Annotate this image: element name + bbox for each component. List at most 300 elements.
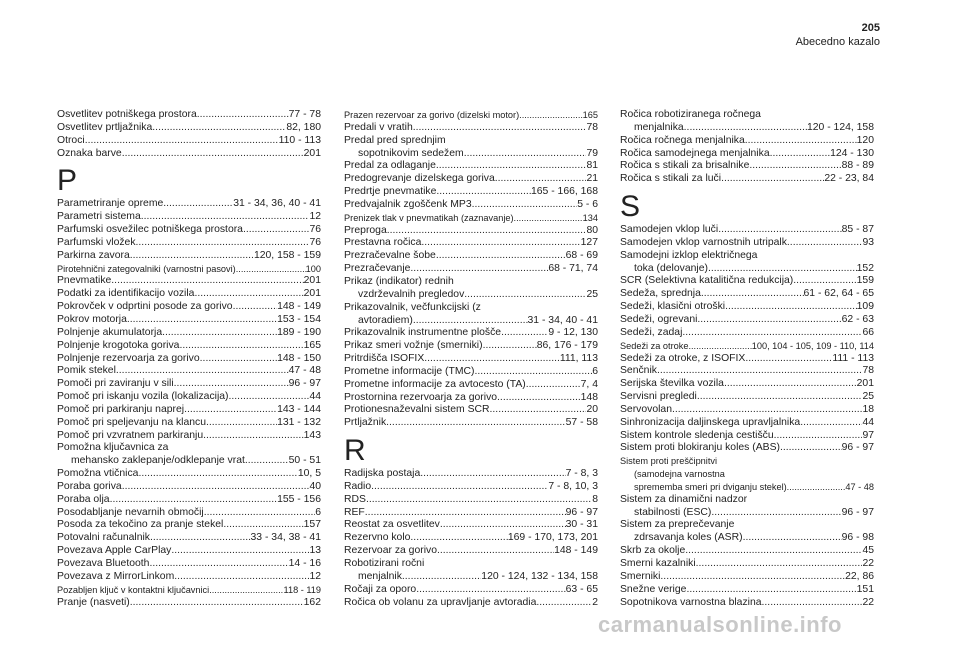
index-entry xyxy=(620,340,874,353)
section-letter: P xyxy=(57,164,78,198)
index-line xyxy=(620,391,874,404)
page-reference: 127 xyxy=(580,237,598,249)
index-entry xyxy=(344,327,598,340)
index-line xyxy=(344,122,598,135)
page-reference: 50 - 51 xyxy=(288,455,321,467)
index-line xyxy=(57,314,321,327)
index-line xyxy=(620,455,874,468)
page-reference: 47 - 48 xyxy=(288,365,321,377)
page-reference: 8 xyxy=(592,493,598,505)
index-line xyxy=(620,442,874,455)
index-entry xyxy=(57,237,321,250)
dot-leader xyxy=(194,288,303,301)
index-entry xyxy=(620,442,874,455)
index-term: Poraba olja xyxy=(57,493,110,505)
index-entry xyxy=(620,558,874,571)
page-reference: 10, 5 xyxy=(297,468,321,480)
page-reference: 165 xyxy=(582,110,598,120)
page-reference: 152 xyxy=(856,262,874,274)
page-reference: 165 xyxy=(303,339,321,351)
dot-leader xyxy=(116,365,289,378)
page-reference: 201 xyxy=(856,378,874,390)
dot-leader xyxy=(787,481,846,494)
index-entry xyxy=(57,148,321,161)
dot-leader xyxy=(526,379,581,392)
index-line xyxy=(344,532,598,545)
index-line xyxy=(57,391,321,404)
dot-leader xyxy=(660,571,845,584)
index-term: Polnjenje akumulatorja xyxy=(57,326,163,338)
dot-leader xyxy=(209,584,283,597)
index-term: Osvetlitev potniškega prostora xyxy=(57,109,197,120)
dot-leader xyxy=(149,558,288,571)
index-entry xyxy=(344,558,598,584)
index-term: Robotizirani ročni xyxy=(344,558,425,569)
dot-leader xyxy=(464,289,586,302)
page-reference: 63 - 65 xyxy=(565,583,598,595)
dot-leader xyxy=(501,327,548,340)
index-line xyxy=(344,199,598,212)
index-entry xyxy=(620,109,874,135)
index-term: Prikazovalnik instrumentne plošče xyxy=(344,327,502,339)
index-line xyxy=(344,519,598,532)
index-term: (samodejna varnostna xyxy=(634,469,725,480)
index-entry xyxy=(57,327,321,340)
index-term: Predvajalnik zgoščenk MP3 xyxy=(344,198,472,210)
index-term: Potovalni računalnik xyxy=(57,532,150,544)
index-entry xyxy=(57,404,321,417)
page-reference: 96 - 97 xyxy=(841,442,874,454)
index-entry xyxy=(57,224,321,237)
page-reference: 76 xyxy=(309,224,321,236)
index-line xyxy=(620,584,874,597)
index-entry xyxy=(344,545,598,558)
index-term: Parkirna zavora xyxy=(57,249,130,261)
index-term: Predal za odlaganje xyxy=(344,160,436,172)
index-entry xyxy=(620,224,874,237)
dot-leader xyxy=(245,455,289,468)
index-line xyxy=(344,276,598,289)
index-line xyxy=(57,571,321,584)
dot-leader xyxy=(519,109,583,122)
dot-leader xyxy=(136,237,310,250)
index-term: Pomoč pri vzvratnem parkiranju xyxy=(57,429,204,441)
index-entry xyxy=(620,494,874,520)
dot-leader xyxy=(236,263,306,276)
page-reference: 57 - 58 xyxy=(565,417,598,429)
index-line xyxy=(344,481,598,494)
page-reference: 96 - 97 xyxy=(288,378,321,390)
index-line xyxy=(344,315,598,328)
index-term: Senčnik xyxy=(620,365,657,377)
index-entry xyxy=(57,275,321,288)
index-column-2 xyxy=(344,109,598,609)
index-line xyxy=(344,494,598,507)
page-reference: 12 xyxy=(309,211,321,223)
page-reference: 96 - 97 xyxy=(565,506,598,518)
dot-leader xyxy=(686,584,856,597)
dot-leader xyxy=(672,404,862,417)
dot-leader xyxy=(204,507,316,520)
page-reference: 120 - 124, 158 xyxy=(806,121,874,133)
index-term: Povezava Bluetooth xyxy=(57,558,150,569)
dot-leader xyxy=(749,160,841,173)
index-line xyxy=(620,237,874,250)
index-entry xyxy=(344,276,598,302)
index-term: Prometne informacije za avtocesto (TA) xyxy=(344,378,526,390)
index-term: Ročica s stikali za brisalnike xyxy=(620,160,750,172)
index-line xyxy=(344,289,598,302)
index-entry xyxy=(344,225,598,238)
dot-leader xyxy=(130,250,254,263)
index-term: Parfumski vložek xyxy=(57,236,136,248)
dot-leader xyxy=(416,584,565,597)
dot-leader xyxy=(200,353,277,366)
index-line xyxy=(344,109,598,122)
index-line xyxy=(344,366,598,379)
dot-leader xyxy=(718,224,841,237)
dot-leader xyxy=(475,366,593,379)
dot-leader xyxy=(85,135,279,148)
index-line xyxy=(344,417,598,430)
index-term: Sedeži, klasični otroški xyxy=(620,301,726,313)
index-term: Servisni pregledi xyxy=(620,391,697,403)
dot-leader xyxy=(514,212,583,225)
index-line xyxy=(57,365,321,378)
index-term: Polnjenje krogotoka goriva xyxy=(57,339,180,351)
index-line xyxy=(57,558,321,571)
page-reference: 9 - 12, 130 xyxy=(548,327,598,339)
index-line xyxy=(620,224,874,237)
page-reference: 13 xyxy=(309,545,321,557)
index-entry xyxy=(57,532,321,545)
dot-leader xyxy=(696,558,863,571)
dot-leader xyxy=(464,148,587,161)
index-line xyxy=(344,173,598,186)
index-column-3 xyxy=(620,109,874,609)
page-reference: 148 - 150 xyxy=(277,352,321,364)
index-term: Pirotehnični zategovalniki (varnostni pasovi) xyxy=(57,263,236,274)
page-reference: 189 - 190 xyxy=(277,326,321,338)
section-title: Abecedno kazalo xyxy=(795,36,880,48)
index-line xyxy=(620,263,874,276)
dot-leader xyxy=(130,597,304,610)
index-entry xyxy=(344,481,598,494)
index-entry xyxy=(344,584,598,597)
index-line xyxy=(344,212,598,225)
index-entry xyxy=(57,288,321,301)
page-reference: 111, 113 xyxy=(559,353,598,365)
index-entry xyxy=(57,417,321,430)
page-reference: 80 xyxy=(586,224,598,236)
page-reference: 96 - 98 xyxy=(841,532,874,544)
page-reference: 111 - 113 xyxy=(832,352,874,364)
index-term: Samodejni izklop električnega xyxy=(620,249,758,261)
page-reference: 153 - 154 xyxy=(277,313,321,325)
index-term: Sistem za preprečevanje xyxy=(620,519,735,531)
page-reference: 155 - 156 xyxy=(277,493,321,505)
index-term: Poraba goriva xyxy=(57,480,122,492)
dot-leader xyxy=(800,417,862,430)
index-entry xyxy=(344,353,598,366)
index-entry xyxy=(344,468,598,481)
page-reference: 159 xyxy=(856,275,874,287)
dot-leader xyxy=(150,532,251,545)
dot-leader xyxy=(421,237,580,250)
dot-leader xyxy=(774,430,863,443)
index-term: Prezračevanje xyxy=(344,263,411,275)
index-term: Predali v vratih xyxy=(344,121,413,133)
index-term: Ročica ročnega menjalnika xyxy=(620,134,745,146)
dot-leader xyxy=(110,494,278,507)
index-line xyxy=(57,430,321,443)
page-reference: 143 xyxy=(303,429,321,441)
index-entry xyxy=(344,519,598,532)
page-reference: 40 xyxy=(309,480,321,492)
index-term: Pomoči pri zaviranju v sili xyxy=(57,378,174,390)
index-entry xyxy=(57,301,321,314)
dot-leader xyxy=(424,353,560,366)
index-entry xyxy=(57,558,321,571)
index-line xyxy=(57,340,321,353)
dot-leader xyxy=(688,340,751,353)
page-reference: 18 xyxy=(862,403,874,415)
index-term: Sistem za dinamični nadzor xyxy=(620,493,748,505)
index-term: vzdrževalnih pregledov xyxy=(358,288,465,300)
index-term: Prikaz smeri vožnje (smerniki) xyxy=(344,340,483,352)
index-term: Pokrov motorja xyxy=(57,313,127,325)
index-entry xyxy=(620,301,874,314)
index-line xyxy=(57,481,321,494)
page-reference: 2 xyxy=(592,596,598,608)
dot-leader xyxy=(437,545,554,558)
section-letter: S xyxy=(620,190,641,224)
index-term: Ročica ob volanu za upravljanje avtoradia xyxy=(344,596,537,608)
index-line xyxy=(620,481,874,494)
page-reference: 165 - 166, 168 xyxy=(530,186,598,198)
index-entry xyxy=(620,275,874,288)
index-line xyxy=(57,237,321,250)
index-line xyxy=(620,430,874,443)
index-line xyxy=(57,148,321,161)
index-line xyxy=(620,122,874,135)
page-reference: 68 - 69 xyxy=(565,250,598,262)
page-reference: 21 xyxy=(586,173,598,185)
dot-leader xyxy=(536,597,592,610)
index-line xyxy=(57,301,321,314)
dot-leader xyxy=(410,532,507,545)
index-term: Predal pred sprednjim xyxy=(344,134,446,146)
page-reference: 78 xyxy=(862,365,874,377)
index-entry xyxy=(57,468,321,481)
dot-leader xyxy=(163,198,233,211)
page-reference: 78 xyxy=(586,121,598,133)
page-reference: 148 xyxy=(580,391,598,403)
index-entry xyxy=(57,430,321,443)
index-term: Polnjenje rezervoarja za gorivo xyxy=(57,352,200,364)
index-entry xyxy=(620,148,874,161)
dot-leader xyxy=(684,122,807,135)
index-term: SCR (Selektivna katalitična redukcija) xyxy=(620,275,794,287)
index-term: Radijska postaja xyxy=(344,468,421,480)
index-line xyxy=(344,160,598,173)
index-line xyxy=(620,160,874,173)
dot-leader xyxy=(365,507,566,520)
page-reference: 6 xyxy=(592,365,598,377)
index-term: Prostornina rezervoarja za gorivo xyxy=(344,391,498,403)
index-term: Prikazovalnik, večfunkcijski (z xyxy=(344,301,481,313)
index-term: Posoda za tekočino za pranje stekel xyxy=(57,519,224,531)
index-line xyxy=(344,263,598,276)
index-line xyxy=(344,558,598,571)
index-line xyxy=(57,584,321,597)
index-line xyxy=(57,263,321,276)
index-term: Pozabljen ključ v kontaktni ključavnici xyxy=(57,584,210,595)
index-entry xyxy=(344,494,598,507)
dot-leader xyxy=(111,275,303,288)
index-line xyxy=(620,545,874,558)
index-term: Prometne informacije (TMC) xyxy=(344,365,475,377)
page-reference: 134 xyxy=(582,212,598,223)
index-entry xyxy=(344,417,598,430)
index-line xyxy=(57,494,321,507)
index-line xyxy=(57,507,321,520)
dot-leader xyxy=(402,571,481,584)
index-term: Prtljažnik xyxy=(344,417,387,429)
index-line xyxy=(620,353,874,366)
index-entry xyxy=(57,135,321,148)
dot-leader xyxy=(472,199,578,212)
index-entry xyxy=(620,237,874,250)
index-line xyxy=(344,250,598,263)
page-reference: 61 - 62, 64 - 65 xyxy=(803,288,874,300)
index-term: mehansko zaklepanje/odklepanje vrat xyxy=(71,455,245,467)
index-line xyxy=(620,109,874,122)
index-term: Sinhronizacija daljinskega upravljalnika xyxy=(620,416,801,428)
index-term: Parametriranje opreme xyxy=(57,198,164,210)
page-reference: 7, 4 xyxy=(580,378,598,390)
index-term: Sedeži za otroke xyxy=(620,340,689,351)
page-reference: 120 xyxy=(856,134,874,146)
page-reference: 12 xyxy=(309,570,321,582)
dot-leader xyxy=(233,301,277,314)
index-entry xyxy=(344,237,598,250)
index-line xyxy=(344,571,598,584)
page-reference: 109 xyxy=(856,301,874,313)
index-entry xyxy=(620,597,874,610)
index-entry xyxy=(344,302,598,328)
index-term: Otroci xyxy=(57,134,85,146)
index-line xyxy=(344,545,598,558)
index-term: Smerni kazalniki xyxy=(620,558,696,569)
index-line xyxy=(344,302,598,315)
index-term: zdrsavanja koles (ASR) xyxy=(634,532,743,544)
index-term: Pomožna vtičnica xyxy=(57,468,139,480)
index-line xyxy=(344,379,598,392)
dot-leader xyxy=(436,250,566,263)
index-term: Snežne verige xyxy=(620,583,687,595)
index-line xyxy=(620,404,874,417)
index-entry xyxy=(620,327,874,340)
dot-leader xyxy=(436,186,531,199)
index-term: Pranje (nasveti) xyxy=(57,596,130,608)
index-term: Rezervno kolo xyxy=(344,532,411,544)
page-reference: 143 - 144 xyxy=(277,403,321,415)
index-entry xyxy=(57,507,321,520)
index-entry xyxy=(620,314,874,327)
index-line xyxy=(620,519,874,532)
dot-leader xyxy=(206,417,277,430)
index-line xyxy=(57,417,321,430)
index-line xyxy=(620,571,874,584)
page-reference: 79 xyxy=(586,147,598,159)
index-line xyxy=(57,250,321,263)
index-entry xyxy=(344,507,598,520)
page-reference: 14 - 16 xyxy=(288,558,321,569)
index-term: Pomoč pri speljevanju na klancu xyxy=(57,416,207,428)
index-line xyxy=(344,225,598,238)
index-term: Ročica robotiziranega ročnega xyxy=(620,109,761,120)
index-entry xyxy=(620,519,874,545)
index-entry xyxy=(344,199,598,212)
index-line xyxy=(344,468,598,481)
index-entry xyxy=(57,198,321,211)
index-term: Servovolan xyxy=(620,403,672,415)
page-reference: 86, 176 - 179 xyxy=(536,340,598,352)
index-line xyxy=(620,365,874,378)
index-term: Sistem proti blokiranju koles (ABS) xyxy=(620,442,780,454)
index-term: menjalnika xyxy=(634,121,684,133)
index-entry xyxy=(620,250,874,276)
page-reference: 77 - 78 xyxy=(288,109,321,120)
index-term: Povezava Apple CarPlay xyxy=(57,545,172,557)
page-reference: 124 - 130 xyxy=(830,147,874,159)
index-term: Sopotnikova varnostna blazina xyxy=(620,596,762,608)
page-reference: 25 xyxy=(586,288,598,300)
dot-leader xyxy=(174,571,309,584)
index-line xyxy=(620,314,874,327)
page-reference: 88 - 89 xyxy=(841,160,874,172)
index-entry xyxy=(57,314,321,327)
index-line xyxy=(57,122,321,135)
dot-leader xyxy=(138,468,297,481)
index-line xyxy=(57,288,321,301)
index-term: Pomožna ključavnica za xyxy=(57,442,169,454)
dot-leader xyxy=(162,327,277,340)
dot-leader xyxy=(387,225,587,238)
index-entry xyxy=(620,455,874,494)
dot-leader xyxy=(682,327,862,340)
page-reference: 131 - 132 xyxy=(277,416,321,428)
dot-leader xyxy=(497,392,581,405)
index-entry xyxy=(620,404,874,417)
index-line xyxy=(344,327,598,340)
index-line xyxy=(344,507,598,520)
index-line xyxy=(344,148,598,161)
index-entry xyxy=(57,250,321,263)
page-reference: 31 - 34, 40 - 41 xyxy=(527,314,598,326)
dot-leader xyxy=(657,365,862,378)
index-term: Predogrevanje dizelskega goriva xyxy=(344,173,495,185)
index-entry xyxy=(620,545,874,558)
index-line xyxy=(620,288,874,301)
index-entry xyxy=(620,417,874,430)
index-term: Skrb za okolje xyxy=(620,545,686,557)
index-term: stabilnosti (ESC) xyxy=(634,506,712,518)
index-entry xyxy=(344,173,598,186)
page-reference: 66 xyxy=(862,326,874,338)
index-entry xyxy=(344,340,598,353)
